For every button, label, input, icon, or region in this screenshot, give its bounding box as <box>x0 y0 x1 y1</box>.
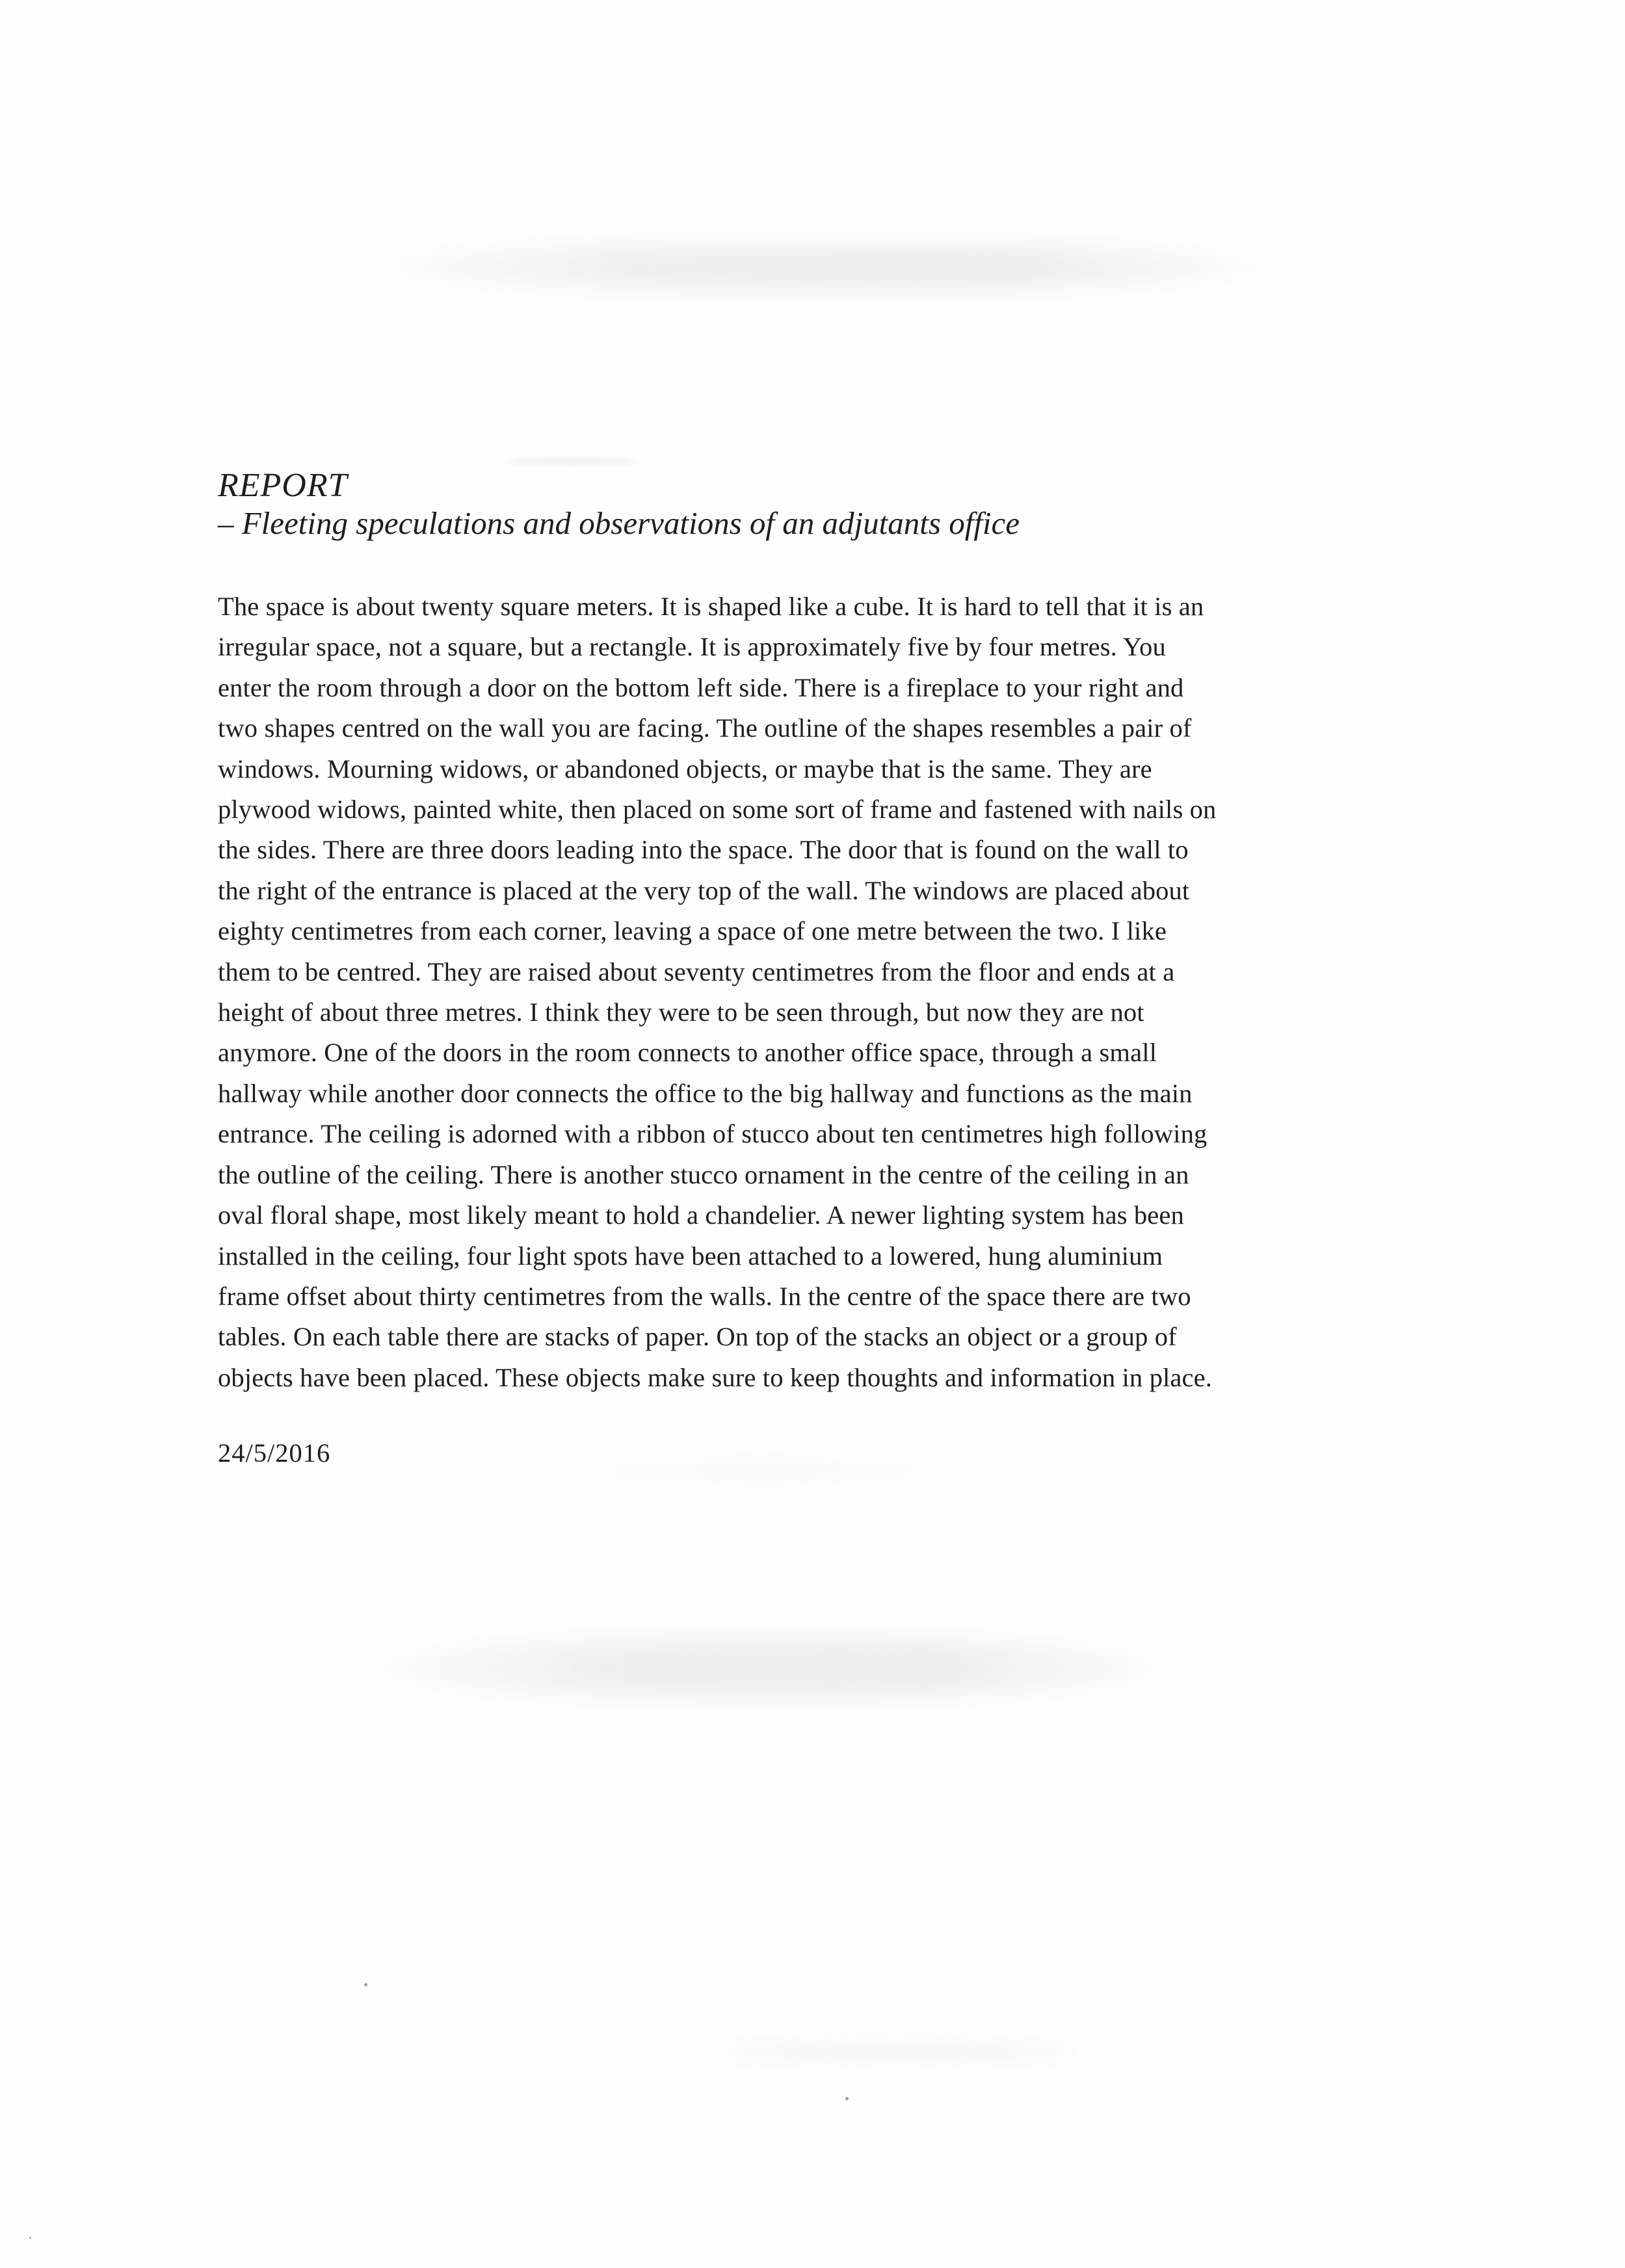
scan-speck <box>845 2097 849 2100</box>
document-content <box>218 467 1401 1473</box>
body-line: two shapes centred on the wall you are facing. The outline of the shapes resembles a pair of <box>218 713 1192 743</box>
body-line: tables. On each table there are stacks of paper. On top of the stacks an object or a group of <box>218 1322 1177 1352</box>
body-line: The space is about twenty square meters. It is shaped like a cube. It is hard to tell that it is an <box>218 592 1204 621</box>
body-line: height of about three metres. I think they were to be seen through, but now they are not <box>218 997 1144 1027</box>
body-line: entrance. The ceiling is adorned with a ribbon of stucco about ten centimetres high following <box>218 1119 1208 1149</box>
document-title: REPORT <box>218 467 348 504</box>
body-line: them to be centred. They are raised about seventy centimetres from the floor and ends at a <box>218 956 1175 986</box>
body-line: enter the room through a door on the bottom left side. There is a fireplace to your right and <box>218 672 1184 702</box>
document-body <box>218 587 1401 1398</box>
scan-smudge-lower <box>715 2042 1079 2061</box>
body-line: plywood widows, painted white, then placed on some sort of frame and fastened with nails on <box>218 795 1217 824</box>
body-line: the sides. There are three doors leading into the space. The door that is found on the wall to <box>218 835 1189 865</box>
body-line: windows. Mourning widows, or abandoned objects, or maybe that is the same. They are <box>218 754 1152 784</box>
scan-smudge-title <box>507 458 637 465</box>
body-line: oval floral shape, most likely meant to hold a chandelier. A newer lighting system has been <box>218 1200 1184 1230</box>
body-line: the right of the entrance is placed at the very top of the wall. The windows are placed about <box>218 875 1190 905</box>
body-line: hallway while another door connects the office to the big hallway and functions as the main <box>218 1078 1193 1108</box>
body-line: anymore. One of the doors in the room connects to another office space, through a small <box>218 1038 1157 1068</box>
document-date: 24/5/2016 <box>218 1438 331 1468</box>
scan-smudge-bottom <box>338 1639 1196 1697</box>
scan-speck <box>364 1983 367 1986</box>
body-line: eighty centimetres from each corner, leaving a space of one metre between the two. I like <box>218 916 1167 946</box>
body-line: frame offset about thirty centimetres from the walls. In the centre of the space there are two <box>218 1281 1191 1311</box>
document-subtitle: – Fleeting speculations and observations of an adjutants office <box>218 505 1020 541</box>
scan-smudge-top <box>338 244 1301 289</box>
body-line: installed in the ceiling, four light spots have been attached to a lowered, hung aluminium <box>218 1241 1163 1271</box>
body-line: irregular space, not a square, but a rectangle. It is approximately five by four metres. You <box>218 632 1166 662</box>
body-line: objects have been placed. These objects make sure to keep thoughts and information in place. <box>218 1362 1213 1392</box>
body-line: the outline of the ceiling. There is another stucco ornament in the centre of the ceiling in an <box>218 1159 1189 1189</box>
scan-speck <box>29 2237 31 2239</box>
